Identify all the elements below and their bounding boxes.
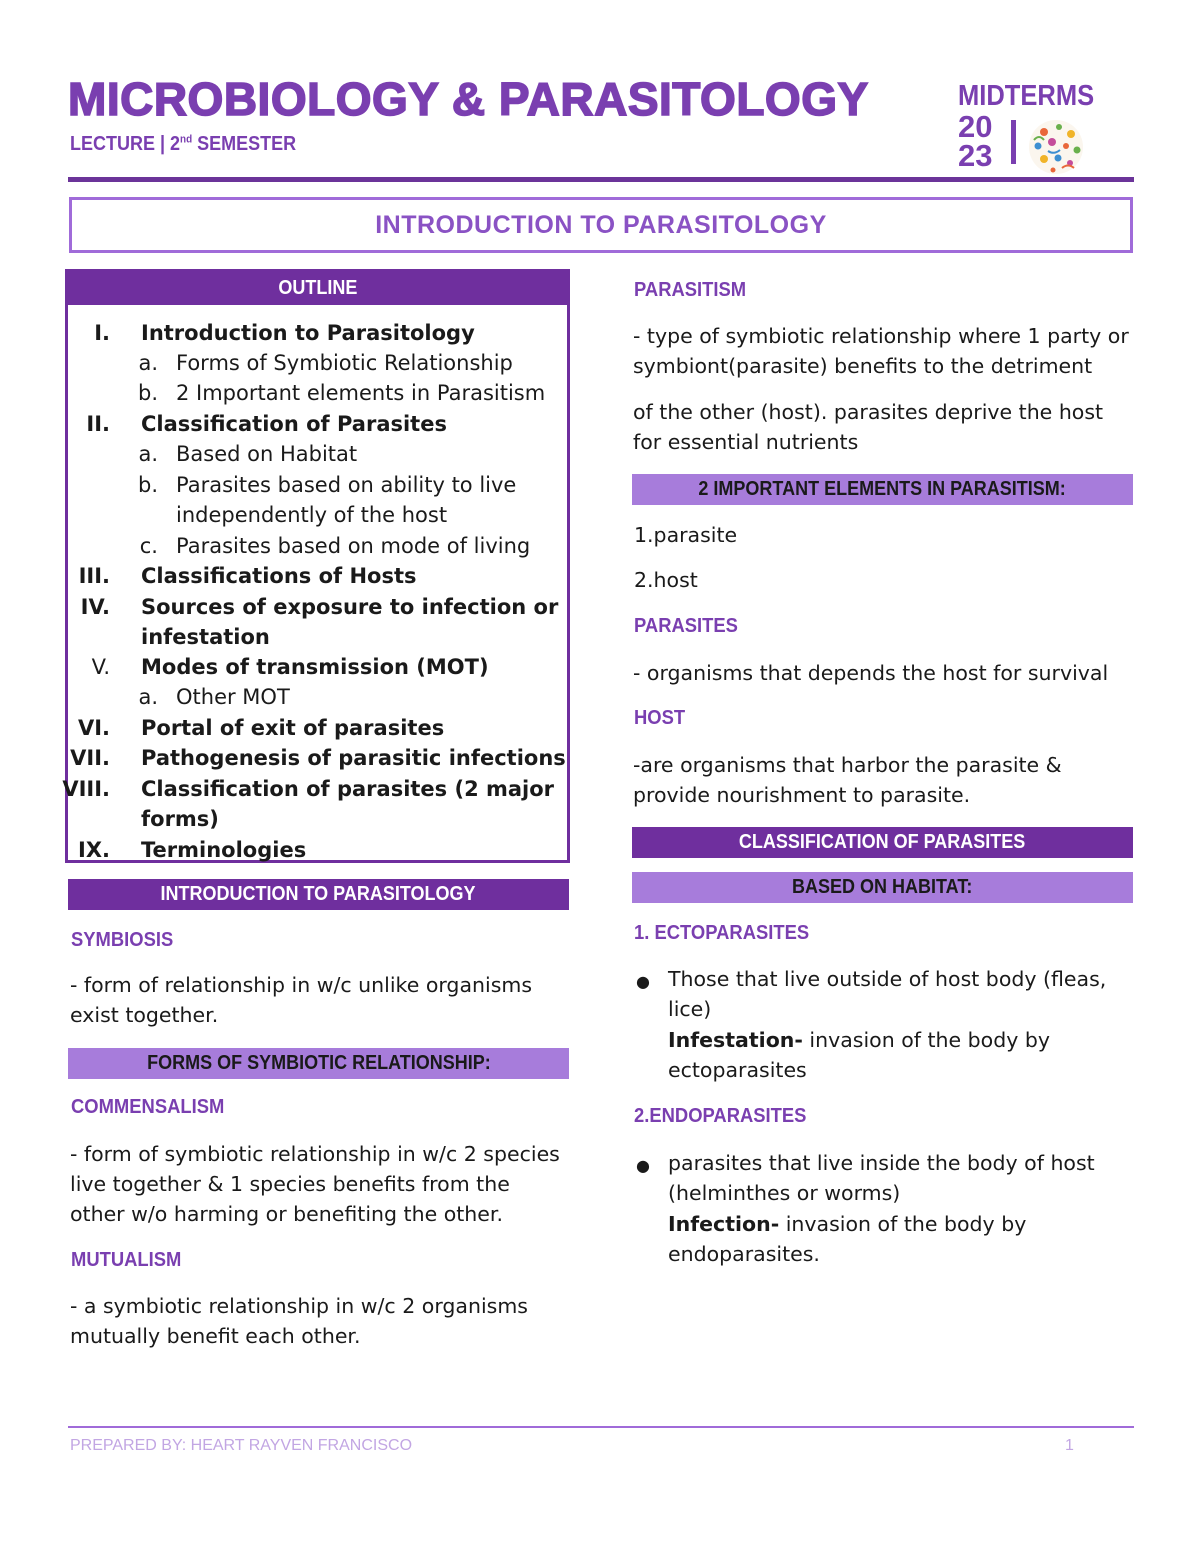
- outline-num: VIII.: [62, 777, 110, 801]
- footer-prepared-by: PREPARED BY: HEART RAYVEN FRANCISCO: [70, 1437, 413, 1454]
- infestation-term: Infestation-: [668, 1028, 803, 1052]
- outline-heading-text: OUTLINE: [277, 277, 358, 299]
- parasitism-heading: PARASITISM: [634, 279, 747, 301]
- outline-text: Parasites based on ability to live: [176, 473, 517, 497]
- parasitism-definition-1: - type of symbiotic relationship where 1 party or symbiont(parasite) benefits to the detriment: [633, 324, 1129, 378]
- outline-box: [62, 269, 570, 863]
- host-heading: HOST: [634, 707, 686, 729]
- outline-num: b.: [137, 473, 158, 497]
- page-banner: [69, 197, 1133, 253]
- subtitle-prefix: LECTURE | 2: [70, 133, 181, 155]
- subtitle-suffix: SEMESTER: [192, 133, 297, 155]
- infection-term: Infection-: [668, 1212, 780, 1236]
- microbes-logo-icon: [1026, 118, 1086, 176]
- classification-section-bar: [632, 827, 1133, 858]
- classification-section-title: CLASSIFICATION OF PARASITES: [739, 831, 1026, 853]
- element-host: 2.host: [634, 568, 698, 592]
- symbiosis-definition: - form of relationship in w/c unlike organisms exist together.: [70, 973, 533, 1027]
- outline-text: Forms of Symbiotic Relationship: [176, 351, 513, 375]
- outline-text: forms): [141, 807, 219, 831]
- intro-section-bar: [68, 879, 569, 910]
- habitat-section-title: BASED ON HABITAT:: [792, 876, 973, 898]
- outline-num: a.: [138, 685, 158, 709]
- outline-num: IV.: [80, 595, 110, 619]
- outline-num: II.: [86, 412, 110, 436]
- outline-text: Sources of exposure to infection or: [141, 595, 559, 619]
- outline-num: VII.: [70, 746, 110, 770]
- elements-section-title: 2 IMPORTANT ELEMENTS IN PARASITISM:: [698, 478, 1067, 500]
- element-parasite: 1.parasite: [634, 523, 738, 547]
- document-subtitle: [70, 133, 296, 156]
- commensalism-heading: COMMENSALISM: [71, 1096, 225, 1118]
- page-number: 1: [1065, 1437, 1074, 1454]
- outline-text: Portal of exit of parasites: [141, 716, 445, 740]
- parasites-heading: PARASITES: [634, 615, 738, 637]
- year-bottom: 23: [958, 138, 993, 173]
- outline-text: Pathogenesis of parasitic infections: [141, 746, 566, 770]
- outline-text: Parasites based on mode of living: [176, 534, 531, 558]
- infestation-definition: [668, 1025, 1128, 1085]
- outline-text: independently of the host: [176, 503, 448, 527]
- habitat-section-bar: [632, 872, 1133, 903]
- outline-text: infestation: [141, 625, 270, 649]
- endoparasites-description: parasites that live inside the body of host (helminthes or worms): [668, 1151, 1095, 1205]
- header-rule: [68, 177, 1134, 182]
- outline-text: Classification of parasites (2 major: [141, 777, 555, 801]
- infection-definition: [668, 1209, 1128, 1269]
- outline-num: VI.: [77, 716, 110, 740]
- document-title: MICROBIOLOGY & PARASITOLOGY: [68, 73, 869, 125]
- year-divider: [1011, 120, 1016, 164]
- outline-text: Based on Habitat: [176, 442, 358, 466]
- year-top: 20: [958, 109, 993, 144]
- host-definition: -are organisms that harbor the parasite & provide nourishment to parasite.: [633, 753, 1062, 807]
- banner-title: INTRODUCTION TO PARASITOLOGY: [375, 210, 827, 239]
- outline-num: a.: [138, 351, 158, 375]
- outline-num: c.: [139, 534, 158, 558]
- outline-text: Classifications of Hosts: [141, 564, 417, 588]
- year-label: [958, 109, 993, 173]
- infection-text: invasion of the body by endoparasites.: [668, 1212, 1027, 1266]
- endoparasites-heading: 2.ENDOPARASITES: [634, 1105, 807, 1127]
- midterms-label: MIDTERMS: [958, 80, 1095, 112]
- infestation-text: invasion of the body by ectoparasites: [668, 1028, 1051, 1082]
- subtitle-ordinal: nd: [180, 133, 193, 146]
- outline-num: III.: [78, 564, 110, 588]
- outline-num: a.: [138, 442, 158, 466]
- bullet-icon: ●: [636, 972, 650, 991]
- mutualism-definition: - a symbiotic relationship in w/c 2 organisms mutually benefit each other.: [70, 1294, 528, 1348]
- mutualism-heading: MUTUALISM: [71, 1249, 182, 1271]
- forms-section-title: FORMS OF SYMBIOTIC RELATIONSHIP:: [146, 1052, 491, 1074]
- outline-num: IX.: [78, 838, 110, 862]
- commensalism-definition: - form of symbiotic relationship in w/c 2 species live together & 1 species benefits from the other w/o harming or benefiting the other.: [70, 1142, 560, 1226]
- symbiosis-heading: SYMBIOSIS: [71, 929, 174, 951]
- outline-text: Classification of Parasites: [141, 412, 447, 436]
- outline-text: Introduction to Parasitology: [141, 321, 475, 345]
- outline-text: 2 Important elements in Parasitism: [176, 381, 546, 405]
- outline-heading: [68, 272, 567, 305]
- parasitism-definition-2: of the other (host). parasites deprive the host for essential nutrients: [633, 400, 1104, 454]
- intro-section-title: INTRODUCTION TO PARASITOLOGY: [160, 883, 476, 905]
- elements-section-bar: [632, 474, 1133, 505]
- bullet-icon: ●: [636, 1156, 650, 1175]
- outline-text: Modes of transmission (MOT): [141, 655, 489, 679]
- ectoparasites-description: Those that live outside of host body (fleas, lice): [668, 967, 1107, 1021]
- ectoparasites-heading: 1. ECTOPARASITES: [634, 922, 810, 944]
- parasites-definition: - organisms that depends the host for survival: [633, 661, 1109, 685]
- footer-rule: [68, 1426, 1134, 1428]
- outline-num: I.: [94, 321, 110, 345]
- outline-text: Other MOT: [176, 685, 290, 709]
- outline-num: V.: [91, 655, 110, 679]
- forms-section-bar: [68, 1048, 569, 1079]
- outline-num: b.: [137, 381, 158, 405]
- outline-text: Terminologies: [141, 838, 307, 862]
